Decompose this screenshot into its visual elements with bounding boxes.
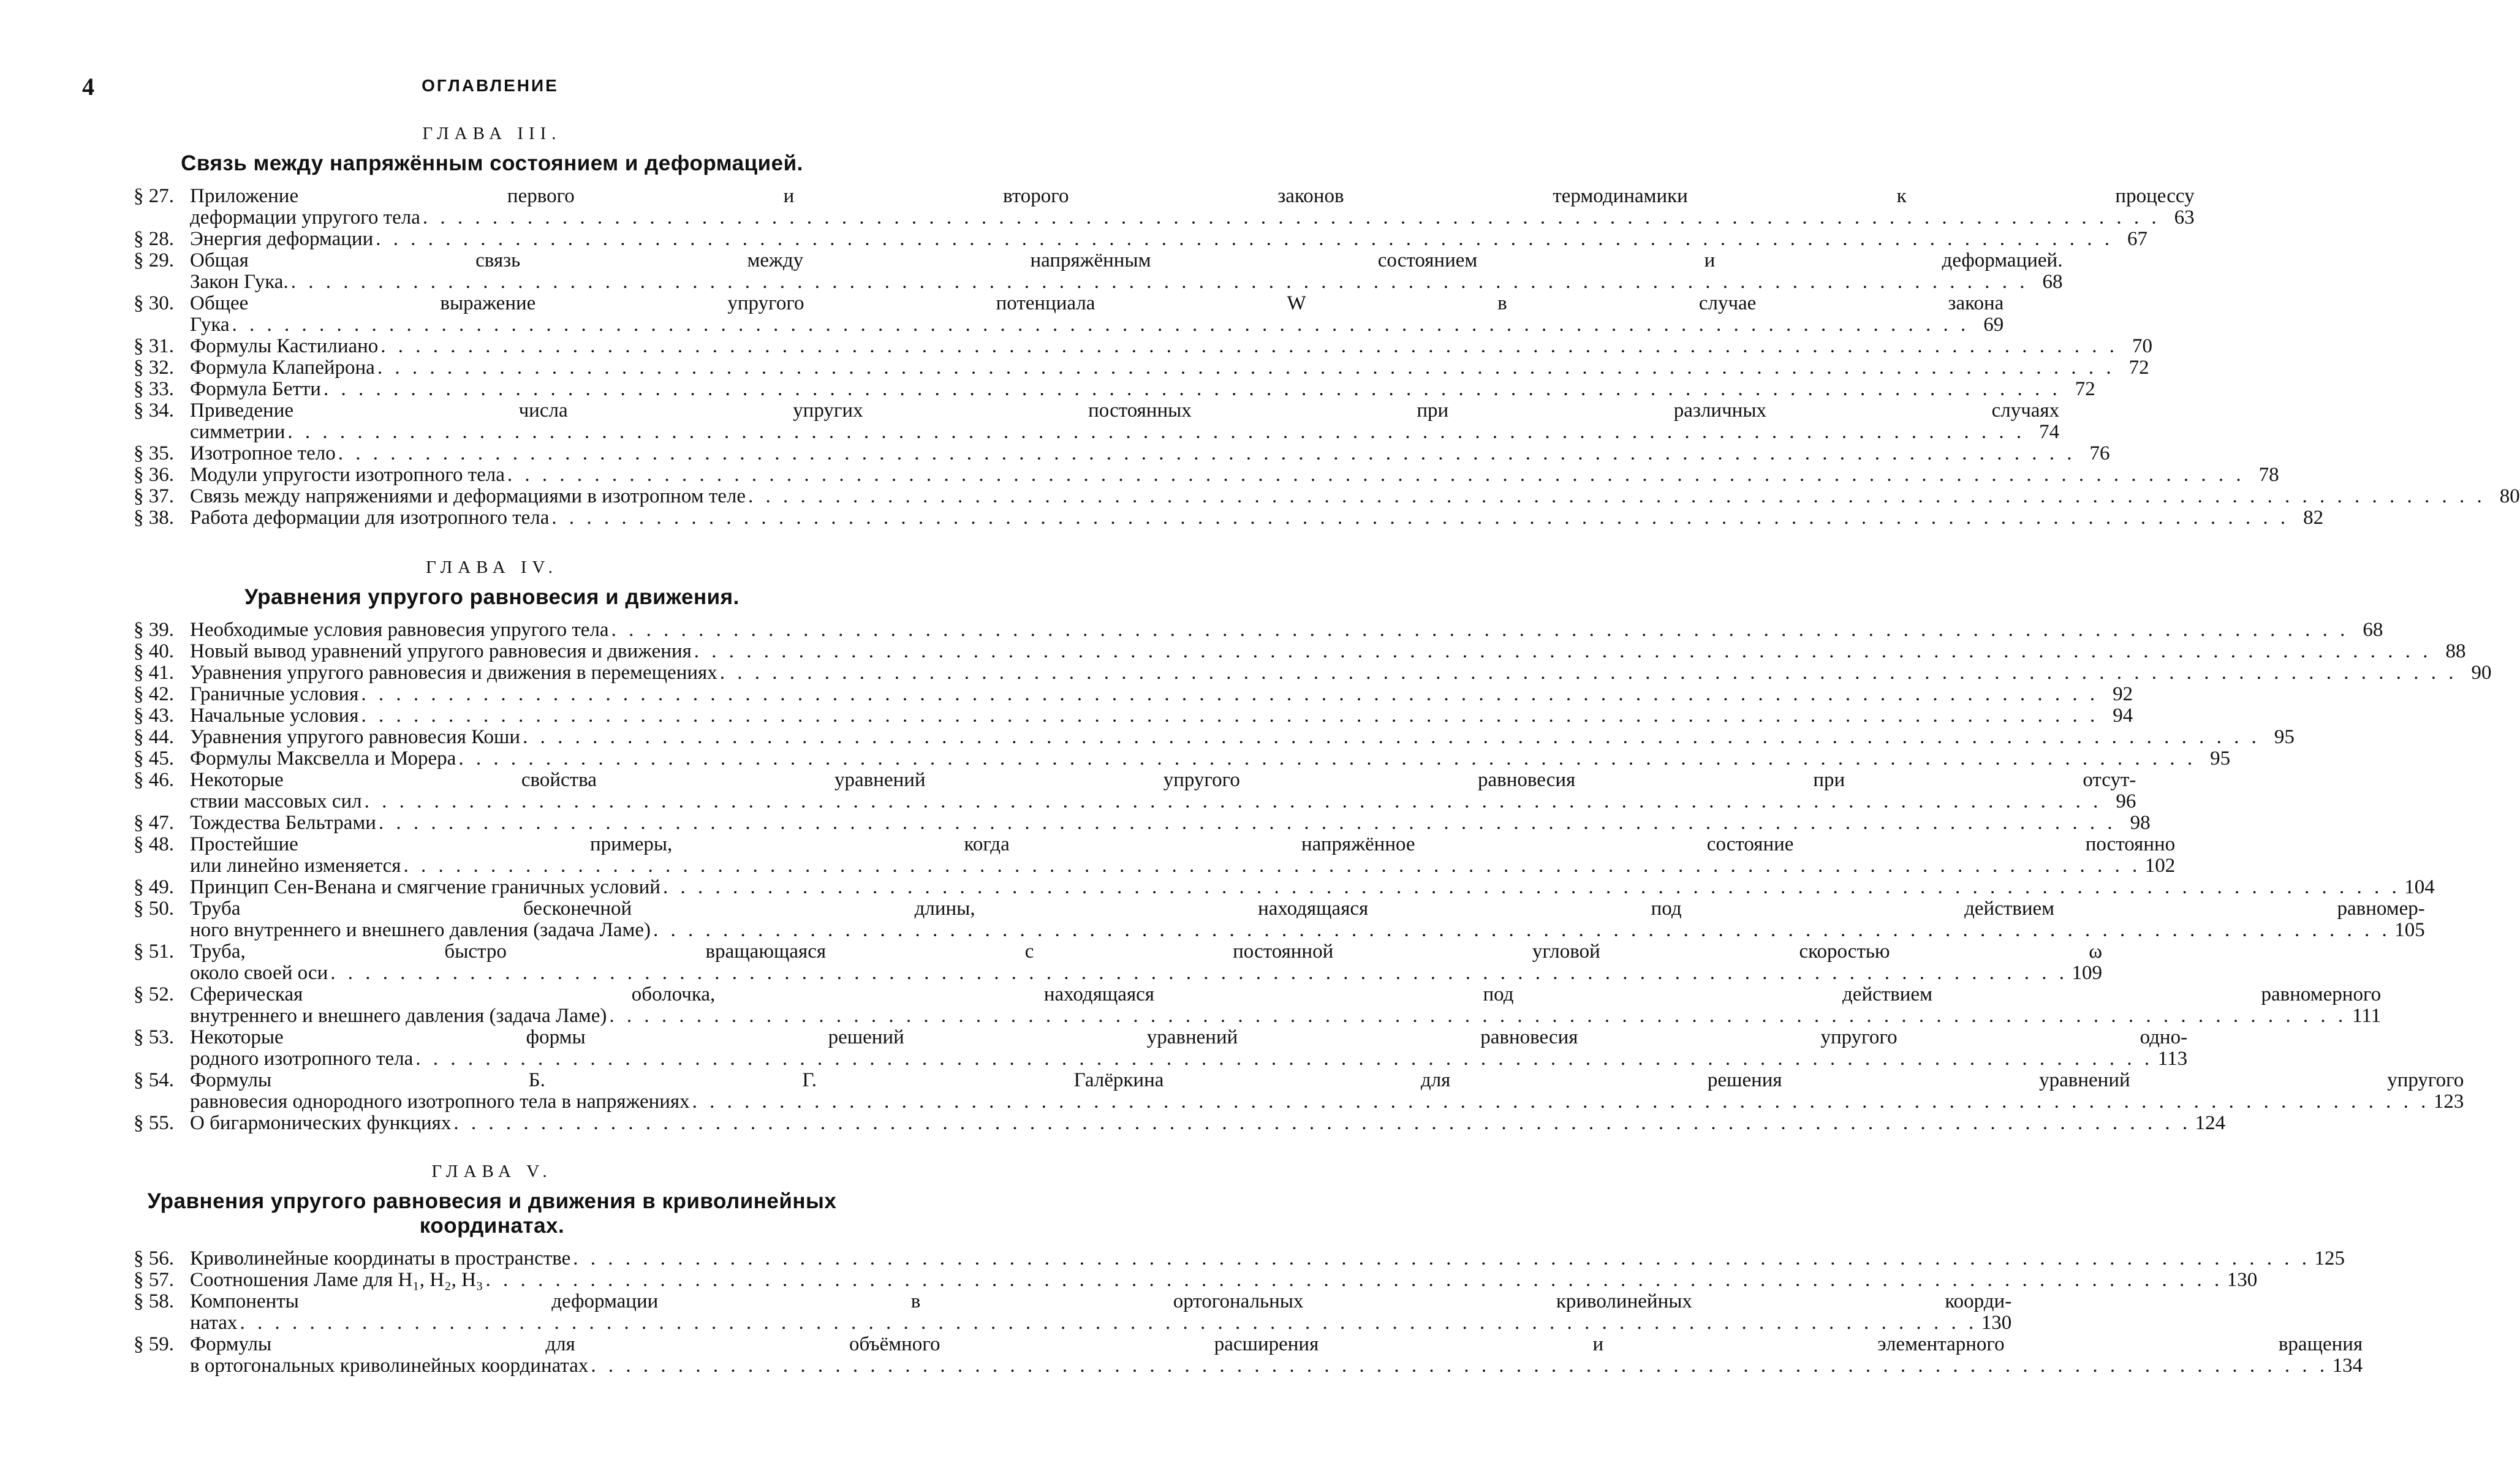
entry-title: Уравнения упругого равновесия и движения в перемещениях: [190, 662, 717, 684]
running-title: ОГЛАВЛЕНИЕ: [422, 76, 559, 95]
entry-last-line: [190, 229, 2147, 250]
entry-text: [190, 684, 2133, 705]
entry-text: [190, 898, 2425, 941]
dot-leader: [361, 684, 2098, 705]
entry-line: Общая связь между напряжённым состоянием и деформацией.: [190, 249, 2063, 271]
entry-title: Начальные условия: [190, 705, 359, 727]
dot-leader: [611, 619, 2349, 641]
section-number: § 44.: [134, 726, 174, 748]
page-ref: 69: [1983, 314, 2004, 336]
chapter-3: [134, 124, 2520, 529]
page-ref: 80: [2499, 485, 2520, 507]
entry-title: родного изотропного тела: [190, 1048, 414, 1070]
dot-leader: [380, 336, 2118, 357]
entry-last-line: [190, 486, 2520, 507]
entry-title: Модули упругости изотропного тела: [190, 464, 505, 486]
dot-leader: [232, 314, 1970, 336]
section-number: § 56.: [134, 1247, 174, 1269]
entry-title: внутреннего и внешнего давления (задача Ламе): [190, 1005, 607, 1027]
entry-title: Закон Гука.: [190, 271, 289, 293]
dot-leader: [609, 1005, 2347, 1027]
dot-leader: [748, 486, 2486, 507]
section-number: § 34.: [134, 399, 174, 422]
page-ref: 123: [2433, 1091, 2464, 1113]
entry-text: [190, 229, 2147, 250]
dot-leader: [453, 1113, 2191, 1134]
entry-line: Компоненты деформации в ортогональных криволинейных коорди-: [190, 1290, 2012, 1312]
section-number: § 58.: [134, 1290, 174, 1312]
toc-entry: [134, 940, 2102, 984]
entry-text: [190, 250, 2062, 293]
entry-title: Граничные условия: [190, 683, 359, 705]
chapter-4: [134, 558, 2492, 1134]
entry-last-line: [190, 1269, 2257, 1291]
dot-leader: [376, 229, 2113, 250]
dot-leader: [485, 1269, 2223, 1291]
section-number: § 54.: [134, 1069, 174, 1091]
toc-entry: [134, 662, 2492, 684]
entry-text: [190, 1334, 2363, 1377]
section-number: § 36.: [134, 464, 174, 486]
toc-entry: [134, 983, 2382, 1027]
dot-leader: [591, 1355, 2328, 1377]
toc-entry: [134, 1290, 2012, 1334]
entry-text: [190, 1291, 2011, 1334]
page-ref: 76: [2089, 442, 2110, 464]
entry-text: [190, 1070, 2464, 1113]
page-ref: 130: [2227, 1269, 2258, 1291]
section-number: § 45.: [134, 747, 174, 770]
toc-entry: [134, 683, 2133, 705]
toc-list: [134, 619, 2492, 1134]
entry-last-line: [190, 705, 2133, 727]
entry-title: О бигармонических функциях: [190, 1112, 452, 1134]
toc-list: [134, 185, 2520, 529]
entry-line: Труба бесконечной длины, находящаяся под действием равномер-: [190, 898, 2425, 920]
section-number: § 41.: [134, 662, 174, 684]
section-number: § 59.: [134, 1333, 174, 1355]
entry-title: Новый вывод уравнений упругого равновесия и движения: [190, 640, 692, 662]
page-ref: 63: [2174, 206, 2195, 229]
entry-title: в ортогональных криволинейных координатах: [190, 1355, 589, 1377]
entry-text: [190, 186, 2195, 229]
chapter-label: ГЛАВА IV.: [425, 558, 559, 577]
toc-entry: [134, 726, 2295, 748]
toc-entry: [134, 335, 2153, 357]
entry-title: Уравнения упругого равновесия Коши: [190, 726, 521, 748]
entry-text: [190, 748, 2230, 770]
entry-text: [190, 619, 2383, 641]
section-number: § 35.: [134, 442, 174, 464]
entry-title: или линейно изменяется: [190, 855, 401, 877]
entry-text: [190, 641, 2466, 662]
dot-leader: [287, 422, 2025, 443]
dot-leader: [377, 357, 2115, 379]
dot-leader: [338, 443, 2076, 464]
entry-text: [190, 1027, 2187, 1070]
entry-line: Сферическая оболочка, находящаяся под действием равномерного: [190, 983, 2382, 1005]
entry-text: [190, 293, 2004, 336]
section-number: § 49.: [134, 876, 174, 898]
dot-leader: [573, 1248, 2310, 1269]
toc-entry: [134, 812, 2151, 834]
entry-text: [190, 464, 2279, 486]
section-number: § 48.: [134, 833, 174, 855]
toc-entry: [134, 464, 2279, 486]
entry-last-line: [190, 443, 2109, 464]
page-ref: 96: [2116, 790, 2136, 812]
page-ref: 105: [2394, 919, 2425, 941]
entry-line: Приложение первого и второго законов термодинамики к процессу: [190, 185, 2195, 207]
section-number: § 31.: [134, 335, 174, 357]
dot-leader: [403, 855, 2141, 877]
chapter-label: ГЛАВА III.: [422, 124, 562, 143]
dot-leader: [720, 662, 2458, 684]
section-number: § 42.: [134, 683, 174, 705]
page-ref: 95: [2210, 747, 2231, 770]
entry-last-line: [190, 1113, 2225, 1134]
toc-entry: [134, 228, 2147, 250]
page-ref: 134: [2332, 1355, 2363, 1377]
entry-last-line: [190, 963, 2102, 984]
toc-entry: [134, 1269, 2258, 1291]
chapter-title: [134, 1189, 850, 1238]
entry-last-line: [190, 357, 2149, 379]
entry-text: [190, 705, 2133, 727]
entry-line: Труба, быстро вращающаяся с постоянной угловой скоростью ω: [190, 940, 2102, 963]
entry-last-line: [190, 336, 2152, 357]
entry-last-line: [190, 1248, 2345, 1269]
entry-text: [190, 770, 2136, 812]
dot-leader: [507, 464, 2245, 486]
toc-entry: [134, 705, 2133, 727]
entry-line: Общее выражение упругого потенциала W в случае закона: [190, 292, 2004, 314]
toc-entry: [134, 1026, 2188, 1070]
page-ref: 94: [2113, 705, 2133, 727]
chapter-title-line: Связь между напряжённым состоянием и деформацией.: [181, 151, 803, 175]
entry-title: Гука: [190, 314, 230, 336]
toc-entry: [134, 378, 2095, 400]
entry-title: Формулы Максвелла и Морера: [190, 747, 456, 770]
page-ref: 82: [2303, 507, 2324, 529]
entry-text: [190, 727, 2295, 748]
chapter-title-line: координатах.: [419, 1214, 565, 1238]
page-ref: 113: [2157, 1048, 2188, 1070]
entry-line: Некоторые свойства уравнений упругого равновесия при отсут-: [190, 769, 2136, 791]
section-number: § 28.: [134, 228, 174, 250]
entry-title: Формула Бетти: [190, 378, 321, 400]
dot-leader: [365, 791, 2102, 812]
chapter-title: [134, 151, 850, 176]
chapter-title-line: Уравнения упругого равновесия и движения.: [244, 585, 740, 609]
dot-leader: [694, 641, 2432, 662]
entry-title: Формула Клапейрона: [190, 357, 375, 379]
entry-title: Изотропное тело: [190, 442, 336, 464]
entry-text: [190, 941, 2102, 984]
page-ref: 72: [2128, 357, 2149, 379]
toc-entry: [134, 357, 2149, 379]
entry-last-line: [190, 1005, 2381, 1027]
section-number: § 53.: [134, 1026, 174, 1048]
dot-leader: [240, 1312, 1977, 1334]
dot-leader: [653, 920, 2391, 941]
section-number: § 55.: [134, 1112, 174, 1134]
dot-leader: [458, 748, 2196, 770]
entry-last-line: [190, 812, 2151, 834]
page-ref: 72: [2075, 378, 2095, 400]
section-number: § 52.: [134, 983, 174, 1005]
entry-last-line: [190, 1355, 2363, 1377]
entry-text: [190, 443, 2109, 464]
page-ref: 109: [2072, 962, 2102, 984]
entry-title: около своей оси: [190, 962, 328, 984]
page-ref: 130: [1981, 1312, 2012, 1334]
entry-title: Криволинейные координаты в пространстве: [190, 1247, 571, 1269]
dot-leader: [423, 207, 2160, 229]
entry-title: натах: [190, 1312, 238, 1334]
toc-entry: [134, 185, 2195, 229]
page-ref: 78: [2258, 464, 2279, 486]
section-number: § 40.: [134, 640, 174, 662]
toc-entry: [134, 747, 2231, 770]
dot-leader: [291, 271, 2029, 293]
page-ref: 68: [2363, 619, 2383, 641]
toc-entry: [134, 507, 2324, 529]
entry-text: [190, 400, 2059, 443]
entry-text: [190, 507, 2323, 529]
entry-title: Связь между напряжениями и деформациями в изотропном теле: [190, 485, 746, 507]
entry-line: Приведение числа упругих постоянных при различных случаях: [190, 399, 2060, 422]
entry-title: симметрии: [190, 421, 286, 443]
entry-text: [190, 834, 2175, 877]
dot-leader: [361, 705, 2098, 727]
section-number: § 33.: [134, 378, 174, 400]
dot-leader: [415, 1048, 2153, 1070]
page-ref: 125: [2314, 1247, 2345, 1269]
entry-last-line: [190, 314, 2004, 336]
toc-entry: [134, 1247, 2345, 1269]
entry-last-line: [190, 379, 2095, 400]
page-ref: 102: [2144, 855, 2176, 877]
chapter-title: [134, 585, 850, 610]
entry-title: Тождества Бельтрами: [190, 812, 376, 834]
entry-last-line: [190, 920, 2425, 941]
section-number: § 29.: [134, 249, 174, 271]
entry-last-line: [190, 619, 2383, 641]
page-ref: 68: [2042, 271, 2063, 293]
section-number: § 37.: [134, 485, 174, 507]
page-ref: 88: [2445, 640, 2466, 662]
entry-last-line: [190, 1048, 2187, 1070]
toc-entry: [134, 1112, 2226, 1134]
section-number: § 43.: [134, 705, 174, 727]
toc-entry: [134, 833, 2176, 877]
page-number: 4: [82, 73, 94, 100]
entry-line: Некоторые формы решений уравнений равновесия упругого одно-: [190, 1026, 2188, 1048]
entry-last-line: [190, 1312, 2011, 1334]
entry-last-line: [190, 271, 2062, 293]
dot-leader: [379, 812, 2116, 834]
entry-last-line: [190, 791, 2136, 812]
dot-leader: [330, 963, 2068, 984]
entry-last-line: [190, 662, 2491, 684]
chapter-label: ГЛАВА V.: [431, 1162, 553, 1181]
page-ref: 92: [2113, 683, 2133, 705]
toc-entry: [134, 399, 2060, 443]
page-ref: 104: [2404, 876, 2435, 898]
section-number: § 30.: [134, 292, 174, 314]
entry-title: ного внутреннего и внешнего давления (задача Ламе): [190, 919, 651, 941]
entry-title: ствии массовых сил: [190, 790, 362, 812]
entry-text: [190, 357, 2149, 379]
toc-entry: [134, 898, 2425, 941]
entry-last-line: [190, 684, 2133, 705]
entry-title: Энергия деформации: [190, 228, 374, 250]
entry-last-line: [190, 748, 2230, 770]
toc-entry: [134, 485, 2520, 507]
page-ref: 67: [2127, 228, 2147, 250]
entry-title: деформации упругого тела: [190, 206, 420, 229]
entry-text: [190, 336, 2152, 357]
entry-title: равновесия однородного изотропного тела в напряжениях: [190, 1091, 690, 1113]
page-ref: 74: [2039, 421, 2060, 443]
entry-text: [190, 1248, 2345, 1269]
page-ref: 124: [2195, 1112, 2226, 1134]
page-ref: 70: [2132, 335, 2153, 357]
chapter-5: [134, 1162, 2363, 1377]
section-number: § 50.: [134, 898, 174, 920]
entry-title: Соотношения Ламе для H₁, H₂, H₃: [190, 1269, 483, 1291]
chapter-title-line: Уравнения упругого равновесия и движения в криволинейных: [147, 1189, 837, 1213]
dot-leader: [324, 379, 2061, 400]
page-ref: 95: [2274, 726, 2295, 748]
entry-last-line: [190, 641, 2466, 662]
dot-leader: [523, 727, 2260, 748]
section-number: § 51.: [134, 940, 174, 963]
toc-entry: [134, 249, 2063, 293]
entry-line: Простейшие примеры, когда напряжённое состояние постоянно: [190, 833, 2176, 855]
entry-text: [190, 984, 2381, 1027]
entry-text: [190, 1113, 2225, 1134]
toc-entry: [134, 769, 2136, 812]
toc-entry: [134, 1333, 2363, 1377]
entry-text: [190, 1269, 2257, 1291]
entry-title: Принцип Сен-Венана и смягчение граничных условий: [190, 876, 660, 898]
entry-text: [190, 662, 2491, 684]
toc-entry: [134, 876, 2435, 898]
entry-last-line: [190, 507, 2323, 529]
section-number: § 27.: [134, 185, 174, 207]
section-number: § 47.: [134, 812, 174, 834]
dot-leader: [551, 507, 2289, 529]
entry-text: [190, 486, 2520, 507]
entry-last-line: [190, 464, 2279, 486]
toc-entry: [134, 292, 2004, 336]
page-ref: 111: [2352, 1005, 2382, 1027]
entry-title: Работа деформации для изотропного тела: [190, 507, 550, 529]
page-ref: 90: [2471, 662, 2492, 684]
page-ref: 98: [2130, 812, 2151, 834]
section-number: § 32.: [134, 357, 174, 379]
toc-list: [134, 1247, 2363, 1377]
section-number: § 57.: [134, 1269, 174, 1291]
section-number: § 46.: [134, 769, 174, 791]
entry-last-line: [190, 1091, 2464, 1113]
entry-text: [190, 379, 2095, 400]
toc-entry: [134, 619, 2383, 641]
entry-title: Формулы Кастилиано: [190, 335, 379, 357]
entry-last-line: [190, 877, 2435, 898]
dot-leader: [692, 1091, 2430, 1113]
section-number: § 38.: [134, 507, 174, 529]
entry-last-line: [190, 207, 2195, 229]
entry-title: Необходимые условия равновесия упругого тела: [190, 619, 609, 641]
toc-entry: [134, 1069, 2464, 1113]
entry-line: Формулы Б. Г. Галёркина для решения уравнений упругого: [190, 1069, 2464, 1091]
section-number: § 39.: [134, 619, 174, 641]
entry-last-line: [190, 855, 2175, 877]
entry-last-line: [190, 727, 2295, 748]
entry-line: Формулы для объёмного расширения и элементарного вращения: [190, 1333, 2363, 1355]
entry-text: [190, 812, 2151, 834]
entry-last-line: [190, 422, 2059, 443]
toc-entry: [134, 640, 2466, 662]
entry-text: [190, 877, 2435, 898]
dot-leader: [663, 877, 2401, 898]
toc-entry: [134, 442, 2110, 464]
